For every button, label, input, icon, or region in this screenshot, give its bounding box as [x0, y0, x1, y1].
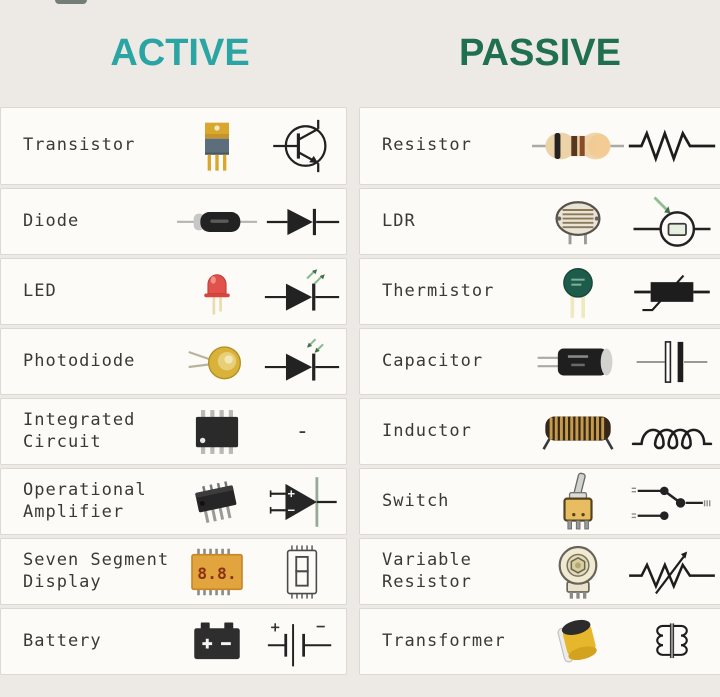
spdt-switch-symbol-icon	[624, 478, 720, 526]
column-headers	[0, 0, 720, 107]
table-row	[0, 398, 720, 465]
component-label: Switch	[382, 490, 450, 511]
component-label: Photodiode	[23, 350, 136, 371]
seven-segment-digits: 8.8.	[197, 563, 237, 583]
active-row-integrated-circuit	[0, 398, 347, 465]
component-label: Resistor	[382, 135, 472, 156]
transformer-photo-icon	[532, 614, 624, 670]
component-label: Operational Amplifier	[23, 480, 147, 522]
component-label: Variable Resistor	[382, 550, 472, 592]
transistor-package-icon	[175, 120, 259, 172]
table-row	[0, 258, 720, 325]
table-row	[0, 468, 720, 535]
thermistor-photo-icon	[532, 265, 624, 319]
passive-row-variable-resistor	[359, 538, 720, 605]
resistor-photo-icon	[532, 127, 624, 165]
passive-row-inductor	[359, 398, 720, 465]
passive-row-ldr	[359, 188, 720, 255]
active-row-seven-segment	[0, 538, 347, 605]
cropped-image-sliver	[55, 0, 87, 4]
component-label: Inductor	[382, 420, 472, 441]
active-header: ACTIVE	[110, 32, 250, 74]
passive-row-resistor	[359, 107, 720, 185]
table-row	[0, 188, 720, 255]
diode-symbol-icon	[259, 199, 346, 245]
dash-text: -	[295, 419, 309, 444]
ic-chip-photo-icon	[175, 408, 259, 456]
photodiode-photo-icon	[175, 340, 259, 384]
opamp-chip-photo-icon	[175, 476, 259, 528]
active-row-battery	[0, 608, 347, 675]
component-label: Battery	[23, 630, 102, 651]
active-row-led	[0, 258, 347, 325]
battery-photo-icon	[175, 620, 259, 664]
transformer-symbol-icon	[624, 615, 720, 669]
capacitor-symbol-icon	[624, 337, 720, 387]
active-row-op-amp	[0, 468, 347, 535]
component-label: Seven Segment Display	[23, 550, 170, 592]
passive-row-capacitor	[359, 328, 720, 395]
battery-symbol-icon	[259, 616, 346, 668]
toggle-switch-photo-icon	[532, 472, 624, 532]
component-label: LDR	[382, 210, 416, 231]
active-row-photodiode	[0, 328, 347, 395]
inductor-photo-icon	[532, 411, 624, 453]
component-label: Transistor	[23, 135, 136, 156]
capacitor-photo-icon	[532, 343, 624, 381]
active-row-transistor	[0, 107, 347, 185]
photodiode-symbol-icon	[259, 335, 346, 389]
led-photo-icon	[175, 265, 259, 319]
table-row	[0, 107, 720, 185]
led-symbol-icon	[259, 265, 346, 319]
npn-transistor-symbol-icon	[259, 117, 346, 175]
component-label: Diode	[23, 210, 80, 231]
passive-row-transformer	[359, 608, 720, 675]
table-row	[0, 608, 720, 675]
seven-segment-photo-icon	[175, 547, 259, 597]
passive-row-thermistor	[359, 258, 720, 325]
inductor-symbol-icon	[624, 410, 720, 454]
component-label: LED	[23, 280, 57, 301]
component-label: Integrated Circuit	[23, 410, 136, 452]
components-table	[0, 107, 720, 675]
ic-no-symbol-dash	[259, 419, 346, 444]
passive-header: PASSIVE	[459, 32, 621, 74]
thermistor-symbol-icon	[624, 269, 720, 315]
component-label: Transformer	[382, 630, 506, 651]
seven-segment-symbol-icon	[259, 544, 346, 600]
active-row-diode	[0, 188, 347, 255]
potentiometer-photo-icon	[532, 543, 624, 601]
component-label: Capacitor	[382, 350, 484, 371]
table-row	[0, 538, 720, 605]
variable-resistor-symbol-icon	[624, 547, 720, 597]
component-label: Thermistor	[382, 280, 495, 301]
diode-photo-icon	[175, 207, 259, 237]
ldr-symbol-icon	[624, 194, 720, 250]
opamp-symbol-icon	[259, 474, 346, 530]
passive-row-switch	[359, 468, 720, 535]
ldr-photo-icon	[532, 198, 624, 246]
table-row	[0, 328, 720, 395]
resistor-zigzag-symbol-icon	[624, 128, 720, 164]
